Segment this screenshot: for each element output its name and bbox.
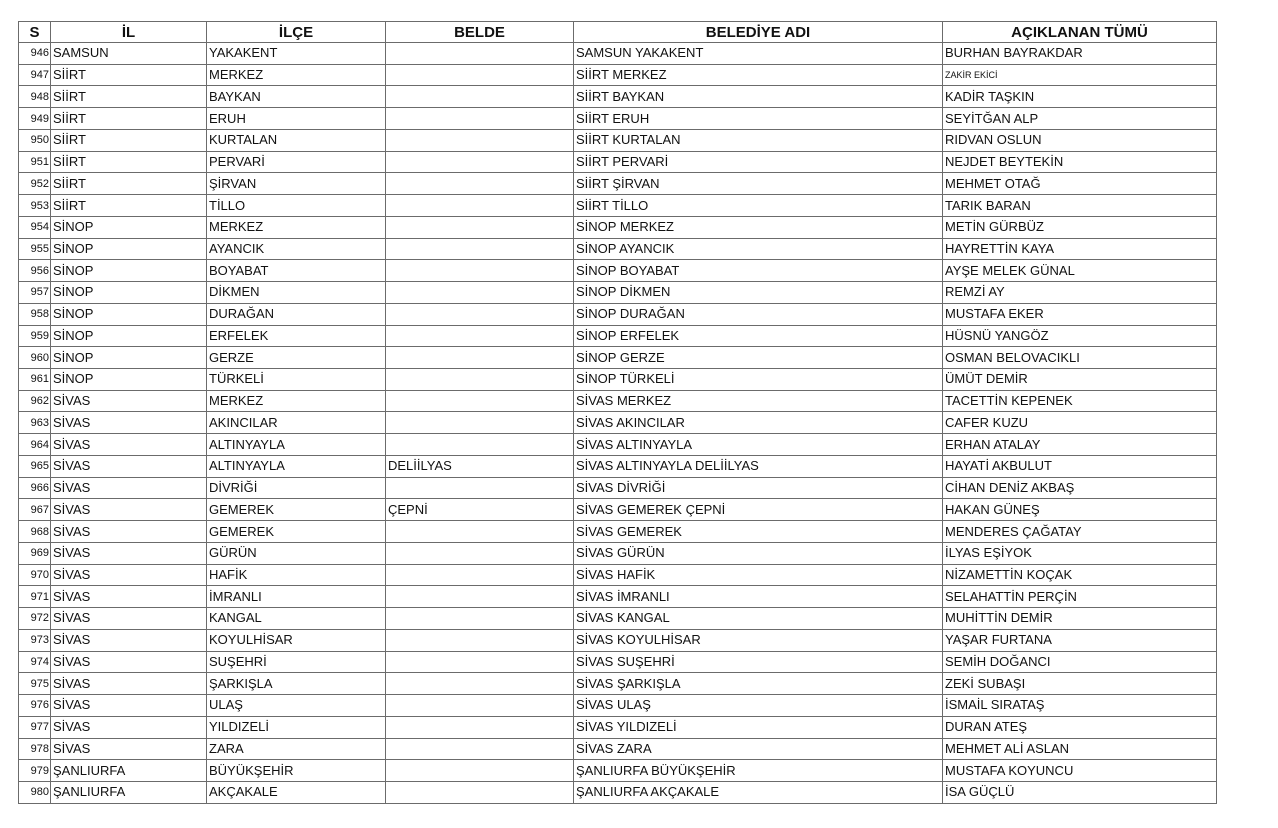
candidate-cell: SEMİH DOĞANCI bbox=[943, 651, 1217, 673]
table-row bbox=[19, 173, 1217, 195]
row-number-cell: 966 bbox=[19, 477, 51, 499]
district-cell: İMRANLI bbox=[207, 586, 386, 608]
municipality-cell: SİVAS ZARA bbox=[574, 738, 943, 760]
row-number-cell: 978 bbox=[19, 738, 51, 760]
table-row bbox=[19, 781, 1217, 803]
district-cell: DİVRİĞİ bbox=[207, 477, 386, 499]
candidate-cell: RIDVAN OSLUN bbox=[943, 129, 1217, 151]
province-cell: SİVAS bbox=[51, 542, 207, 564]
district-cell: YILDIZELİ bbox=[207, 716, 386, 738]
province-cell: SİVAS bbox=[51, 651, 207, 673]
candidate-cell: OSMAN BELOVACIKLI bbox=[943, 347, 1217, 369]
district-cell: HAFİK bbox=[207, 564, 386, 586]
municipality-cell: SİVAS DİVRİĞİ bbox=[574, 477, 943, 499]
province-cell: SİİRT bbox=[51, 173, 207, 195]
province-cell: SİVAS bbox=[51, 716, 207, 738]
district-cell: AYANCIK bbox=[207, 238, 386, 260]
town-cell bbox=[386, 282, 574, 304]
municipality-cell: SAMSUN YAKAKENT bbox=[574, 43, 943, 65]
province-cell: SİİRT bbox=[51, 108, 207, 130]
row-number-cell: 956 bbox=[19, 260, 51, 282]
candidate-cell: TARIK BARAN bbox=[943, 195, 1217, 217]
town-cell bbox=[386, 129, 574, 151]
municipality-cell: SİİRT TİLLO bbox=[574, 195, 943, 217]
district-cell: BÜYÜKŞEHİR bbox=[207, 760, 386, 782]
province-cell: SİNOP bbox=[51, 369, 207, 391]
municipality-cell: SİİRT BAYKAN bbox=[574, 86, 943, 108]
town-cell bbox=[386, 64, 574, 86]
candidate-cell: İLYAS EŞİYOK bbox=[943, 542, 1217, 564]
district-cell: SUŞEHRİ bbox=[207, 651, 386, 673]
town-cell bbox=[386, 695, 574, 717]
district-cell: AKINCILAR bbox=[207, 412, 386, 434]
mayor-candidates-table bbox=[18, 21, 1217, 804]
table-row bbox=[19, 195, 1217, 217]
candidate-cell: YAŞAR FURTANA bbox=[943, 629, 1217, 651]
district-cell: ŞİRVAN bbox=[207, 173, 386, 195]
candidate-cell: HÜSNÜ YANGÖZ bbox=[943, 325, 1217, 347]
province-cell: SİİRT bbox=[51, 129, 207, 151]
town-cell: DELİİLYAS bbox=[386, 455, 574, 477]
candidate-cell: CİHAN DENİZ AKBAŞ bbox=[943, 477, 1217, 499]
header-cell-belediye-adi: BELEDİYE ADI bbox=[574, 22, 943, 43]
candidate-cell: İSA GÜÇLÜ bbox=[943, 781, 1217, 803]
table-row bbox=[19, 455, 1217, 477]
row-number-cell: 974 bbox=[19, 651, 51, 673]
province-cell: SİİRT bbox=[51, 195, 207, 217]
row-number-cell: 963 bbox=[19, 412, 51, 434]
municipality-cell: SİVAS MERKEZ bbox=[574, 390, 943, 412]
candidate-cell: CAFER KUZU bbox=[943, 412, 1217, 434]
table-row bbox=[19, 108, 1217, 130]
municipality-cell: SİVAS ALTINYAYLA bbox=[574, 434, 943, 456]
row-number-cell: 948 bbox=[19, 86, 51, 108]
candidate-cell: ZAKİR EKİCİ bbox=[943, 64, 1217, 86]
municipality-cell: SİNOP AYANCIK bbox=[574, 238, 943, 260]
district-cell: ALTINYAYLA bbox=[207, 455, 386, 477]
town-cell bbox=[386, 760, 574, 782]
town-cell bbox=[386, 86, 574, 108]
candidate-cell: REMZİ AY bbox=[943, 282, 1217, 304]
row-number-cell: 976 bbox=[19, 695, 51, 717]
header-cell-ilce: İLÇE bbox=[207, 22, 386, 43]
municipality-cell: ŞANLIURFA BÜYÜKŞEHİR bbox=[574, 760, 943, 782]
row-number-cell: 957 bbox=[19, 282, 51, 304]
row-number-cell: 947 bbox=[19, 64, 51, 86]
town-cell bbox=[386, 325, 574, 347]
row-number-cell: 953 bbox=[19, 195, 51, 217]
province-cell: SİVAS bbox=[51, 738, 207, 760]
town-cell bbox=[386, 260, 574, 282]
candidate-cell: SELAHATTİN PERÇİN bbox=[943, 586, 1217, 608]
municipality-cell: SİNOP GERZE bbox=[574, 347, 943, 369]
province-cell: SAMSUN bbox=[51, 43, 207, 65]
municipality-cell: SİVAS KOYULHİSAR bbox=[574, 629, 943, 651]
district-cell: ERUH bbox=[207, 108, 386, 130]
row-number-cell: 980 bbox=[19, 781, 51, 803]
province-cell: SİVAS bbox=[51, 673, 207, 695]
district-cell: ALTINYAYLA bbox=[207, 434, 386, 456]
municipality-cell: SİVAS ULAŞ bbox=[574, 695, 943, 717]
table-row bbox=[19, 390, 1217, 412]
header-cell-il: İL bbox=[51, 22, 207, 43]
municipality-cell: SİVAS İMRANLI bbox=[574, 586, 943, 608]
row-number-cell: 951 bbox=[19, 151, 51, 173]
row-number-cell: 965 bbox=[19, 455, 51, 477]
candidate-cell: ERHAN ATALAY bbox=[943, 434, 1217, 456]
candidate-cell: MUSTAFA EKER bbox=[943, 303, 1217, 325]
table-row bbox=[19, 412, 1217, 434]
district-cell: MERKEZ bbox=[207, 64, 386, 86]
municipality-cell: SİİRT ERUH bbox=[574, 108, 943, 130]
municipality-cell: SİİRT PERVARİ bbox=[574, 151, 943, 173]
municipality-cell: SİVAS ŞARKIŞLA bbox=[574, 673, 943, 695]
row-number-cell: 967 bbox=[19, 499, 51, 521]
district-cell: GÜRÜN bbox=[207, 542, 386, 564]
table-row bbox=[19, 695, 1217, 717]
row-number-cell: 958 bbox=[19, 303, 51, 325]
candidate-cell: MUHİTTİN DEMİR bbox=[943, 608, 1217, 630]
table-row bbox=[19, 760, 1217, 782]
municipality-cell: SİİRT KURTALAN bbox=[574, 129, 943, 151]
town-cell bbox=[386, 608, 574, 630]
district-cell: DİKMEN bbox=[207, 282, 386, 304]
town-cell bbox=[386, 108, 574, 130]
table-row bbox=[19, 347, 1217, 369]
candidate-cell: MEHMET OTAĞ bbox=[943, 173, 1217, 195]
table-row bbox=[19, 151, 1217, 173]
town-cell bbox=[386, 43, 574, 65]
table-row bbox=[19, 282, 1217, 304]
candidate-cell: HAKAN GÜNEŞ bbox=[943, 499, 1217, 521]
town-cell bbox=[386, 738, 574, 760]
province-cell: SİNOP bbox=[51, 282, 207, 304]
province-cell: SİİRT bbox=[51, 86, 207, 108]
province-cell: SİNOP bbox=[51, 325, 207, 347]
province-cell: SİNOP bbox=[51, 260, 207, 282]
candidate-cell: METİN GÜRBÜZ bbox=[943, 216, 1217, 238]
table-row bbox=[19, 43, 1217, 65]
candidate-cell: İSMAİL SIRATAŞ bbox=[943, 695, 1217, 717]
town-cell bbox=[386, 781, 574, 803]
municipality-cell: SİİRT ŞİRVAN bbox=[574, 173, 943, 195]
row-number-cell: 950 bbox=[19, 129, 51, 151]
table-row bbox=[19, 325, 1217, 347]
header-cell-s: S bbox=[19, 22, 51, 43]
row-number-cell: 975 bbox=[19, 673, 51, 695]
candidate-cell: BURHAN BAYRAKDAR bbox=[943, 43, 1217, 65]
district-cell: GERZE bbox=[207, 347, 386, 369]
candidate-cell: MEHMET ALİ ASLAN bbox=[943, 738, 1217, 760]
district-cell: KANGAL bbox=[207, 608, 386, 630]
header-cell-aciklanan: AÇIKLANAN TÜMÜ bbox=[943, 22, 1217, 43]
candidate-cell: MENDERES ÇAĞATAY bbox=[943, 521, 1217, 543]
table-row bbox=[19, 564, 1217, 586]
row-number-cell: 949 bbox=[19, 108, 51, 130]
town-cell bbox=[386, 303, 574, 325]
province-cell: SİNOP bbox=[51, 303, 207, 325]
table-row bbox=[19, 260, 1217, 282]
municipality-cell: SİVAS GEMEREK ÇEPNİ bbox=[574, 499, 943, 521]
row-number-cell: 952 bbox=[19, 173, 51, 195]
district-cell: TÜRKELİ bbox=[207, 369, 386, 391]
municipality-cell: SİNOP DURAĞAN bbox=[574, 303, 943, 325]
municipality-cell: SİNOP DİKMEN bbox=[574, 282, 943, 304]
province-cell: SİVAS bbox=[51, 521, 207, 543]
province-cell: SİVAS bbox=[51, 629, 207, 651]
municipality-cell: SİNOP TÜRKELİ bbox=[574, 369, 943, 391]
district-cell: AKÇAKALE bbox=[207, 781, 386, 803]
municipality-cell: SİVAS GEMEREK bbox=[574, 521, 943, 543]
town-cell bbox=[386, 477, 574, 499]
district-cell: MERKEZ bbox=[207, 216, 386, 238]
province-cell: SİİRT bbox=[51, 64, 207, 86]
candidate-cell: MUSTAFA KOYUNCU bbox=[943, 760, 1217, 782]
row-number-cell: 959 bbox=[19, 325, 51, 347]
province-cell: ŞANLIURFA bbox=[51, 781, 207, 803]
header-cell-belde: BELDE bbox=[386, 22, 574, 43]
table-row bbox=[19, 216, 1217, 238]
municipality-cell: SİVAS KANGAL bbox=[574, 608, 943, 630]
town-cell bbox=[386, 347, 574, 369]
province-cell: SİNOP bbox=[51, 216, 207, 238]
table-body bbox=[19, 43, 1217, 804]
header-row bbox=[19, 22, 1217, 43]
town-cell bbox=[386, 434, 574, 456]
table-row bbox=[19, 629, 1217, 651]
row-number-cell: 969 bbox=[19, 542, 51, 564]
candidate-cell: NEJDET BEYTEKİN bbox=[943, 151, 1217, 173]
row-number-cell: 970 bbox=[19, 564, 51, 586]
town-cell bbox=[386, 173, 574, 195]
province-cell: SİVAS bbox=[51, 477, 207, 499]
district-cell: ZARA bbox=[207, 738, 386, 760]
province-cell: SİVAS bbox=[51, 412, 207, 434]
table-row bbox=[19, 738, 1217, 760]
municipality-cell: SİVAS HAFİK bbox=[574, 564, 943, 586]
row-number-cell: 960 bbox=[19, 347, 51, 369]
town-cell bbox=[386, 369, 574, 391]
table-row bbox=[19, 238, 1217, 260]
candidate-cell: NİZAMETTİN KOÇAK bbox=[943, 564, 1217, 586]
row-number-cell: 973 bbox=[19, 629, 51, 651]
row-number-cell: 972 bbox=[19, 608, 51, 630]
table-row bbox=[19, 303, 1217, 325]
province-cell: SİVAS bbox=[51, 608, 207, 630]
candidate-cell: HAYRETTİN KAYA bbox=[943, 238, 1217, 260]
candidate-cell: KADİR TAŞKIN bbox=[943, 86, 1217, 108]
town-cell bbox=[386, 521, 574, 543]
province-cell: SİVAS bbox=[51, 434, 207, 456]
table-row bbox=[19, 86, 1217, 108]
municipality-cell: SİVAS AKINCILAR bbox=[574, 412, 943, 434]
table-row bbox=[19, 521, 1217, 543]
table-row bbox=[19, 651, 1217, 673]
candidate-cell: SEYİTĞAN ALP bbox=[943, 108, 1217, 130]
district-cell: ERFELEK bbox=[207, 325, 386, 347]
town-cell bbox=[386, 238, 574, 260]
table-row bbox=[19, 369, 1217, 391]
town-cell bbox=[386, 542, 574, 564]
province-cell: SİVAS bbox=[51, 455, 207, 477]
town-cell bbox=[386, 390, 574, 412]
province-cell: SİVAS bbox=[51, 499, 207, 521]
district-cell: BAYKAN bbox=[207, 86, 386, 108]
town-cell bbox=[386, 673, 574, 695]
candidate-cell: ÜMÜT DEMİR bbox=[943, 369, 1217, 391]
table-row bbox=[19, 129, 1217, 151]
province-cell: ŞANLIURFA bbox=[51, 760, 207, 782]
row-number-cell: 971 bbox=[19, 586, 51, 608]
table-row bbox=[19, 64, 1217, 86]
district-cell: BOYABAT bbox=[207, 260, 386, 282]
table-row bbox=[19, 608, 1217, 630]
town-cell bbox=[386, 216, 574, 238]
table-row bbox=[19, 716, 1217, 738]
table-row bbox=[19, 542, 1217, 564]
province-cell: SİVAS bbox=[51, 695, 207, 717]
province-cell: SİNOP bbox=[51, 347, 207, 369]
town-cell bbox=[386, 651, 574, 673]
district-cell: GEMEREK bbox=[207, 499, 386, 521]
district-cell: KURTALAN bbox=[207, 129, 386, 151]
province-cell: SİVAS bbox=[51, 390, 207, 412]
district-cell: YAKAKENT bbox=[207, 43, 386, 65]
municipality-cell: SİVAS ALTINYAYLA DELİİLYAS bbox=[574, 455, 943, 477]
district-cell: MERKEZ bbox=[207, 390, 386, 412]
row-number-cell: 954 bbox=[19, 216, 51, 238]
town-cell bbox=[386, 151, 574, 173]
district-cell: ŞARKIŞLA bbox=[207, 673, 386, 695]
town-cell: ÇEPNİ bbox=[386, 499, 574, 521]
district-cell: PERVARİ bbox=[207, 151, 386, 173]
table-row bbox=[19, 477, 1217, 499]
district-cell: DURAĞAN bbox=[207, 303, 386, 325]
candidate-cell: HAYATİ AKBULUT bbox=[943, 455, 1217, 477]
district-cell: TİLLO bbox=[207, 195, 386, 217]
row-number-cell: 964 bbox=[19, 434, 51, 456]
municipality-cell: SİVAS YILDIZELİ bbox=[574, 716, 943, 738]
row-number-cell: 961 bbox=[19, 369, 51, 391]
row-number-cell: 955 bbox=[19, 238, 51, 260]
district-cell: ULAŞ bbox=[207, 695, 386, 717]
province-cell: SİNOP bbox=[51, 238, 207, 260]
municipality-cell: SİNOP ERFELEK bbox=[574, 325, 943, 347]
row-number-cell: 946 bbox=[19, 43, 51, 65]
candidate-cell: AYŞE MELEK GÜNAL bbox=[943, 260, 1217, 282]
province-cell: SİVAS bbox=[51, 586, 207, 608]
town-cell bbox=[386, 564, 574, 586]
town-cell bbox=[386, 195, 574, 217]
table-row bbox=[19, 499, 1217, 521]
table-row bbox=[19, 673, 1217, 695]
town-cell bbox=[386, 586, 574, 608]
town-cell bbox=[386, 412, 574, 434]
candidate-cell: DURAN ATEŞ bbox=[943, 716, 1217, 738]
town-cell bbox=[386, 716, 574, 738]
row-number-cell: 968 bbox=[19, 521, 51, 543]
row-number-cell: 979 bbox=[19, 760, 51, 782]
town-cell bbox=[386, 629, 574, 651]
municipality-cell: ŞANLIURFA AKÇAKALE bbox=[574, 781, 943, 803]
municipality-cell: SİNOP BOYABAT bbox=[574, 260, 943, 282]
municipality-cell: SİNOP MERKEZ bbox=[574, 216, 943, 238]
district-cell: KOYULHİSAR bbox=[207, 629, 386, 651]
municipality-cell: SİVAS SUŞEHRİ bbox=[574, 651, 943, 673]
candidate-cell: ZEKİ SUBAŞI bbox=[943, 673, 1217, 695]
province-cell: SİİRT bbox=[51, 151, 207, 173]
candidate-cell: TACETTİN KEPENEK bbox=[943, 390, 1217, 412]
municipality-cell: SİİRT MERKEZ bbox=[574, 64, 943, 86]
province-cell: SİVAS bbox=[51, 564, 207, 586]
row-number-cell: 962 bbox=[19, 390, 51, 412]
table-row bbox=[19, 586, 1217, 608]
row-number-cell: 977 bbox=[19, 716, 51, 738]
municipality-cell: SİVAS GÜRÜN bbox=[574, 542, 943, 564]
district-cell: GEMEREK bbox=[207, 521, 386, 543]
table-row bbox=[19, 434, 1217, 456]
